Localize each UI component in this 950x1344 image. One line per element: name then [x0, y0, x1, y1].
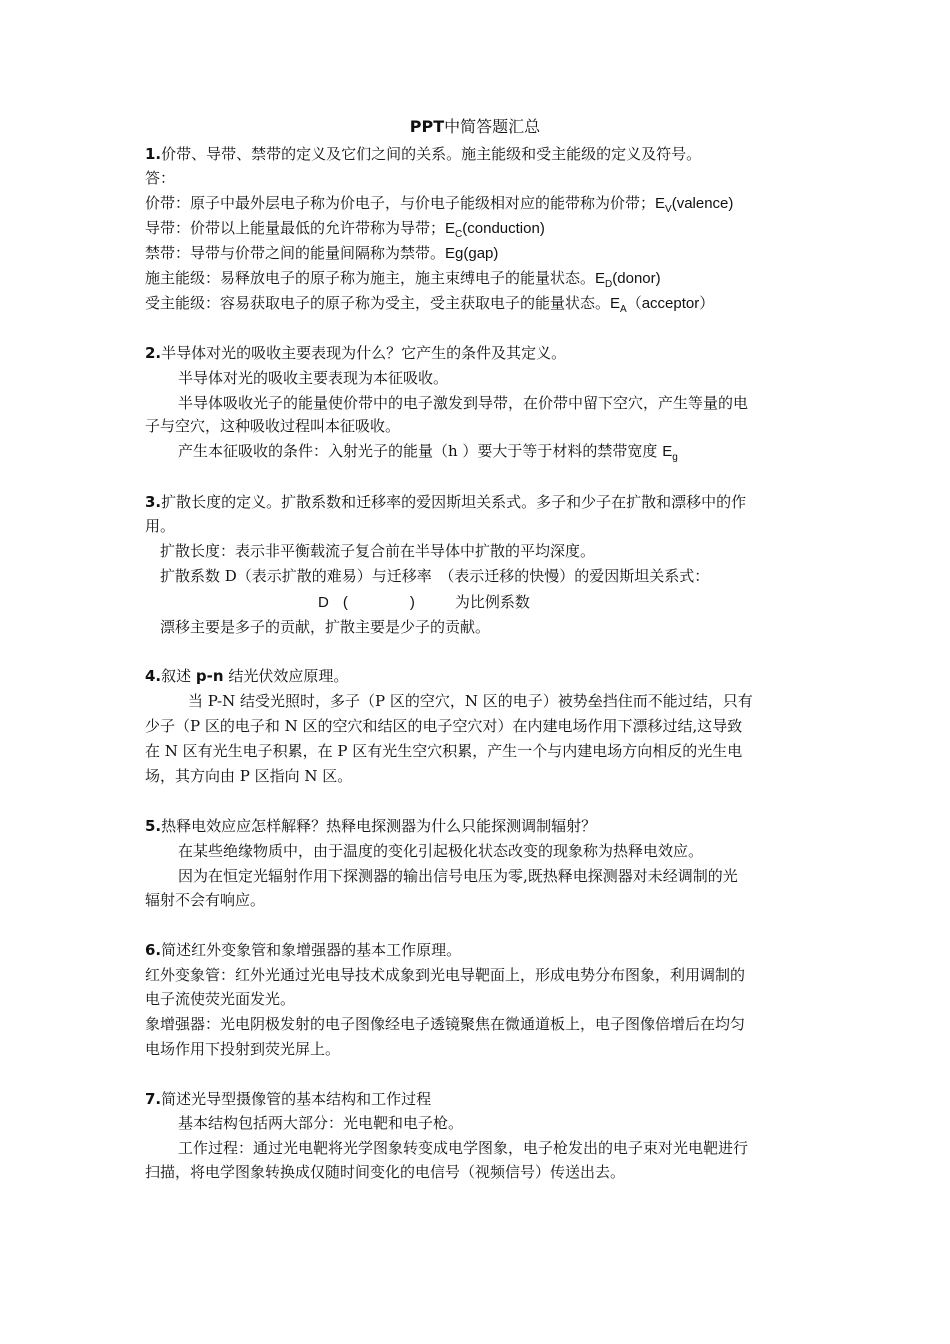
answer-paragraph: 扩散长度：表示非平衡载流子复合前在半导体中扩散的平均深度。	[160, 542, 596, 560]
band-gap-def: 禁带：导带与价带之间的能量间隔称为禁带。Eg(gap)	[145, 244, 499, 262]
answer-paragraph: 象增强器：光电阴极发射的电子图像经电子透镜聚焦在微通道板上，电子图像倍增后在均匀	[145, 1015, 746, 1033]
answer-label: 答：	[145, 169, 176, 187]
answer-paragraph: 电场作用下投射到荧光屏上。	[145, 1040, 341, 1058]
answer-paragraph: 在某些绝缘物质中，由于温度的变化引起极化状态改变的现象称为热释电效应。	[178, 842, 704, 860]
answer-paragraph: 场，其方向由 P 区指向 N 区。	[145, 767, 353, 785]
answer-paragraph: 辐射不会有响应。	[145, 891, 266, 909]
answer-paragraph: 半导体对光的吸收主要表现为本征吸收。	[178, 369, 449, 387]
answer-paragraph: 当 P-N 结受光照时，多子（P 区的空穴，N 区的电子）被势垒挡住而不能过结，只有	[188, 692, 753, 710]
question-6: 6.简述红外变象管和象增强器的基本工作原理。	[145, 941, 462, 959]
question-1: 1.价带、导带、禁带的定义及它们之间的关系。施主能级和受主能级的定义及符号。	[145, 145, 702, 163]
answer-paragraph: 红外变象管：红外光通过光电导技术成象到光电导靶面上，形成电势分布图象，利用调制的	[145, 966, 746, 984]
donor-level-def: 施主能级：易释放电子的原子称为施主，施主束缚电子的能量状态。$E_D(donor)$	[145, 269, 661, 290]
answer-paragraph: 半导体吸收光子的能量使价带中的电子激发到导带，在价带中留下空穴，产生等量的电	[178, 394, 749, 412]
answer-paragraph: 因为在恒定光辐射作用下探测器的输出信号电压为零,既热释电探测器对未经调制的光	[178, 867, 738, 885]
question-7: 7.简述光导型摄像管的基本结构和工作过程	[145, 1090, 432, 1108]
answer-paragraph: 扫描，将电学图象转换成仅随时间变化的电信号（视频信号）传送出去。	[145, 1163, 626, 1181]
answer-paragraph: 少子（P 区的电子和 N 区的空穴和结区的电子空穴对）在内建电场作用下漂移过结,这导致	[145, 717, 743, 735]
einstein-relation-formula: D ( ) 为比例系数	[318, 593, 530, 611]
answer-paragraph: 电子流使荧光面发光。	[145, 990, 296, 1008]
answer-paragraph: 漂移主要是多子的贡献，扩散主要是少子的贡献。	[160, 618, 491, 636]
question-3: 3.扩散长度的定义。扩散系数和迁移率的爱因斯坦关系式。多子和少子在扩散和漂移中的作	[145, 493, 747, 511]
absorption-condition: 产生本征吸收的条件：入射光子的能量（h ）要大于等于材料的禁带宽度 $E_g$	[178, 442, 678, 463]
question-5: 5.热释电效应应怎样解释？热释电探测器为什么只能探测调制辐射？	[145, 817, 597, 835]
answer-paragraph: 子与空穴，这种吸收过程叫本征吸收。	[145, 417, 401, 435]
answer-paragraph: 扩散系数 D（表示扩散的难易）与迁移率 （表示迁移的快慢）的爱因斯坦关系式：	[160, 567, 710, 585]
acceptor-level-def: 受主能级：容易获取电子的原子称为受主，受主获取电子的能量状态。$E_A(acceptor)$	[145, 294, 715, 315]
page-title: PPT中简答题汇总	[409, 117, 541, 136]
conduction-band-def: 导带：价带以上能量最低的允许带称为导带；$E_C(conduction)$	[145, 219, 545, 240]
answer-paragraph: 在 N 区有光生电子积累，在 P 区有光生空穴积累，产生一个与内建电场方向相反的光生电	[145, 742, 743, 760]
valence-band-def: 价带：原子中最外层电子称为价电子，与价电子能级相对应的能带称为价带；$E_V(valence)$	[145, 194, 734, 215]
answer-paragraph: 工作过程：通过光电靶将光学图象转变成电学图象，电子枪发出的电子束对光电靶进行	[178, 1139, 749, 1157]
question-2: 2.半导体对光的吸收主要表现为什么？它产生的条件及其定义。	[145, 344, 567, 362]
answer-paragraph: 基本结构包括两大部分：光电靶和电子枪。	[178, 1114, 464, 1132]
question-3-cont: 用。	[145, 517, 176, 535]
question-4: 4.叙述 p-n 结光伏效应原理。	[145, 667, 349, 685]
